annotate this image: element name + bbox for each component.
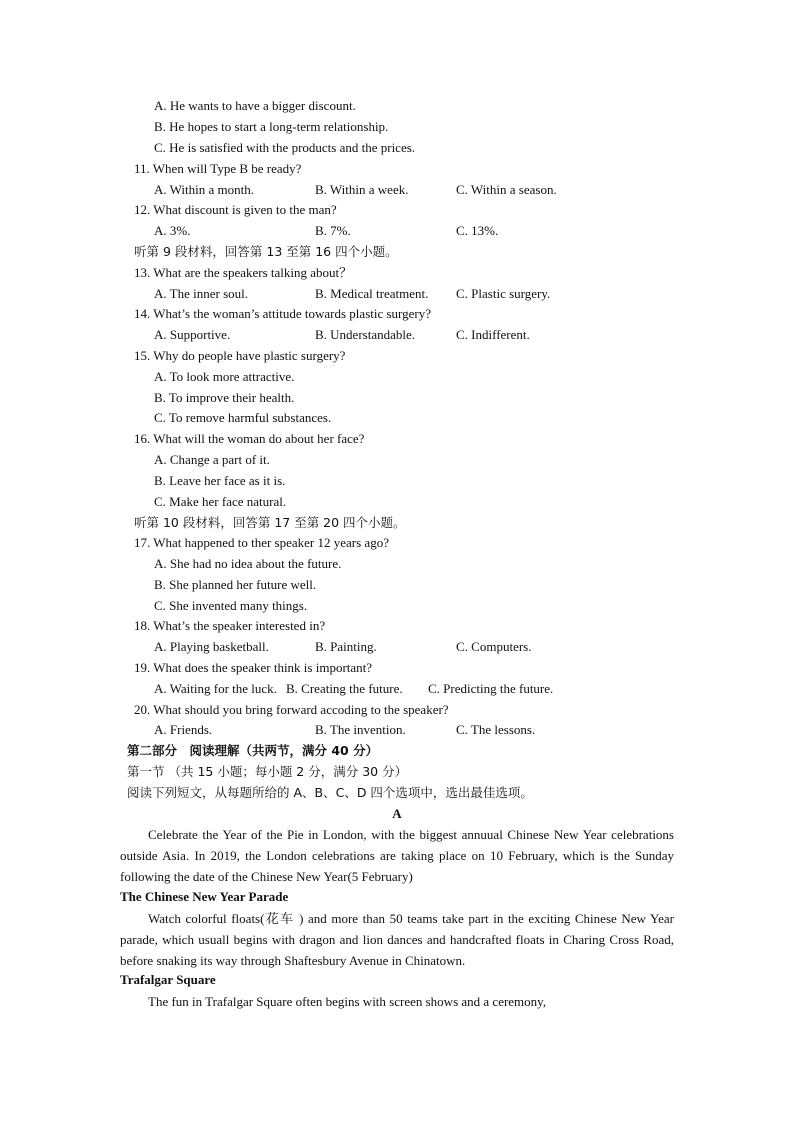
paragraph-1-text: Celebrate the Year of the Pie in London, with the biggest annuual Chinese New Year celebrations outside Asia. In 2019, the London celebrations are taking place on 10 February, which is the Sunday following the date of the Chinese New Year(5 February) — [120, 827, 674, 884]
q14-option-a: A. Supportive. — [154, 327, 231, 342]
heading-trafalgar-square: Trafalgar Square — [120, 972, 216, 987]
q17-option-c: C. She invented many things. — [154, 598, 308, 613]
q18-stem: 18. What’s the speaker interested in? — [134, 618, 326, 633]
q16-option-c: C. Make her face natural. — [154, 494, 287, 509]
q13-option-c: C. Plastic surgery. — [456, 286, 551, 301]
instruction-material-9: 听第 9 段材料，回答第 13 至第 16 四个小题。 — [134, 244, 398, 259]
q13-stem: 13. What are the speakers talking about？ — [134, 265, 353, 280]
q20-option-a: A. Friends. — [154, 722, 213, 737]
q18-option-c: C. Computers. — [456, 639, 532, 654]
q20-option-b: B. The invention. — [315, 722, 406, 737]
q12-stem: 12. What discount is given to the man? — [134, 202, 337, 217]
q11-option-c: C. Within a season. — [456, 182, 557, 197]
q12-option-a: A. 3%. — [154, 223, 191, 238]
q16-option-b: B. Leave her face as it is. — [154, 473, 286, 488]
q11-option-b: B. Within a week. — [315, 182, 409, 197]
q13-option-a: A. The inner soul. — [154, 286, 248, 301]
q12-option-b: B. 7%. — [315, 223, 351, 238]
q15-stem: 15. Why do people have plastic surgery? — [134, 348, 346, 363]
q16-stem: 16. What will the woman do about her face? — [134, 431, 365, 446]
q19-option-c: C. Predicting the future. — [428, 681, 554, 696]
part2-title: 第二部分 阅读理解（共两节，满分 40 分） — [127, 743, 379, 758]
q10-option-b: B. He hopes to start a long-term relationship. — [154, 119, 389, 134]
q19-option-b: B. Creating the future. — [286, 681, 403, 696]
q10-option-a: A. He wants to have a bigger discount. — [154, 98, 356, 113]
q16-option-a: A. Change a part of it. — [154, 452, 270, 467]
heading-chinese-new-year-parade: The Chinese New Year Parade — [120, 889, 289, 904]
q19-stem: 19. What does the speaker think is important? — [134, 660, 373, 675]
q11-stem: 11. When will Type B be ready? — [134, 161, 302, 176]
passage-label: A — [392, 806, 402, 821]
reading-instruction: 阅读下列短文，从每题所给的 A、B、C、D 四个选项中，选出最佳选项。 — [127, 785, 533, 800]
q17-option-a: A. She had no idea about the future. — [154, 556, 342, 571]
q12-option-c: C. 13%. — [456, 223, 499, 238]
q20-option-c: C. The lessons. — [456, 722, 536, 737]
q15-option-b: B. To improve their health. — [154, 390, 295, 405]
passage-paragraph-1 — [120, 824, 674, 887]
q19-option-a: A. Waiting for the luck. — [154, 681, 277, 696]
q15-option-a: A. To look more attractive. — [154, 369, 295, 384]
passage-paragraph-2 — [120, 908, 674, 971]
q17-option-b: B. She planned her future well. — [154, 577, 317, 592]
paragraph-2-text: Watch colorful floats(花车 ) and more than 50 teams take part in the exciting Chinese New Year parade, which usuall begins with dragon and lion dances and handcrafted floats in Charing Cross Road, before snaking its way through Shaftesbury Avenue in Chinatown. — [120, 911, 674, 968]
q20-stem: 20. What should you bring forward accoding to the speaker? — [134, 702, 449, 717]
instruction-material-10: 听第 10 段材料，回答第 17 至第 20 四个小题。 — [134, 515, 406, 530]
passage-paragraph-3 — [120, 991, 674, 1012]
q18-option-a: A. Playing basketball. — [154, 639, 269, 654]
q15-option-c: C. To remove harmful substances. — [154, 410, 332, 425]
q17-stem: 17. What happened to ther speaker 12 years ago? — [134, 535, 389, 550]
q18-option-b: B. Painting. — [315, 639, 377, 654]
section1-title: 第一节 （共 15 小题；每小题 2 分，满分 30 分） — [127, 764, 408, 779]
q14-option-c: C. Indifferent. — [456, 327, 530, 342]
q14-option-b: B. Understandable. — [315, 327, 416, 342]
paragraph-3-text: The fun in Trafalgar Square often begins with screen shows and a ceremony, — [148, 994, 547, 1009]
q13-option-b: B. Medical treatment. — [315, 286, 429, 301]
q10-option-c: C. He is satisfied with the products and the prices. — [154, 140, 416, 155]
q11-option-a: A. Within a month. — [154, 182, 254, 197]
q14-stem: 14. What’s the woman’s attitude towards plastic surgery? — [134, 306, 432, 321]
